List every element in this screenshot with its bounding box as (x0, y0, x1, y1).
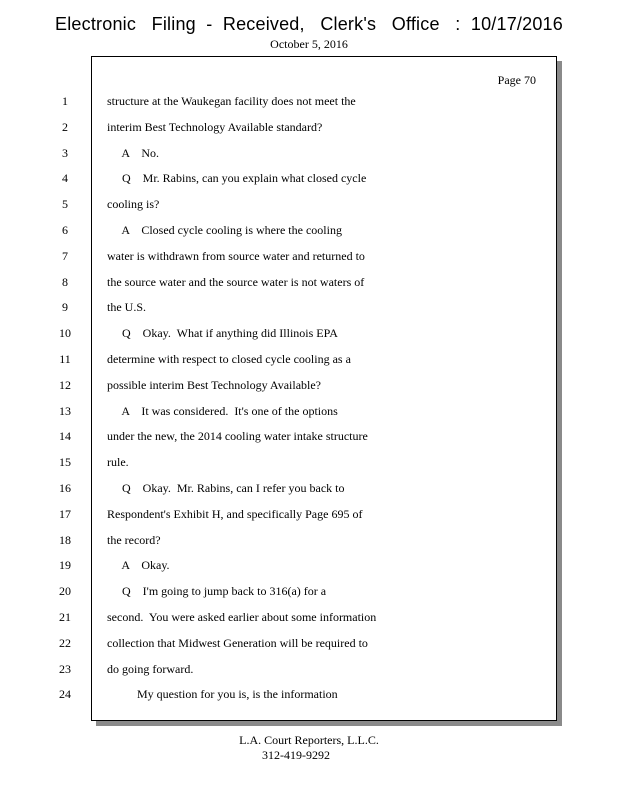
line-number-column (50, 89, 80, 708)
line-number: 15 (59, 455, 71, 470)
transcript-line: rule. (107, 455, 129, 470)
court-reporter-name: L.A. Court Reporters, L.L.C. (239, 733, 379, 747)
transcript-line: A No. (107, 145, 160, 160)
transcript-line: Q I'm going to jump back to 316(a) for a (107, 584, 327, 599)
line-number: 22 (59, 635, 71, 650)
transcript-line: A Closed cycle cooling is where the cooling (107, 222, 342, 237)
line-number: 8 (62, 274, 68, 289)
line-number: 12 (59, 377, 71, 392)
line-number: 13 (59, 403, 71, 418)
transcript-line: determine with respect to closed cycle cooling as a (107, 351, 351, 366)
transcript-line: the record? (107, 532, 161, 547)
transcript-line: second. You were asked earlier about some information (107, 609, 377, 624)
transcript-line: possible interim Best Technology Available? (107, 377, 322, 392)
transcript-line: the U.S. (107, 300, 146, 315)
line-number: 5 (62, 197, 68, 212)
line-number: 7 (62, 248, 68, 263)
electronic-filing-stamp: Electronic Filing - Received, Clerk's Office : 10/17/2016 (55, 14, 563, 34)
line-number: 2 (62, 119, 68, 134)
transcript-line: water is withdrawn from source water and returned to (107, 248, 365, 263)
transcript-line: Q Okay. What if anything did Illinois EPA (107, 326, 338, 341)
line-number: 21 (59, 609, 71, 624)
page-number: Page 70 (497, 73, 536, 87)
transcript-line: interim Best Technology Available standard? (107, 119, 323, 134)
line-number: 9 (62, 300, 68, 315)
transcript-line: A It was considered. It's one of the options (107, 403, 338, 418)
transcript-line: under the new, the 2014 cooling water intake structure (107, 429, 368, 444)
transcript-line: Q Okay. Mr. Rabins, can I refer you back to (107, 480, 345, 495)
line-number: 18 (59, 532, 71, 547)
line-number: 11 (59, 351, 71, 366)
transcript-line: My question for you is, is the information (107, 687, 338, 702)
line-number: 19 (59, 558, 71, 573)
line-number: 17 (59, 506, 71, 521)
line-number: 10 (59, 326, 71, 341)
line-number: 24 (59, 687, 71, 702)
transcript-line: collection that Midwest Generation will be required to (107, 635, 368, 650)
line-number: 23 (59, 661, 71, 676)
line-number: 20 (59, 584, 71, 599)
line-number: 6 (62, 222, 68, 237)
transcript-line: the source water and the source water is not waters of (107, 274, 365, 289)
line-number: 16 (59, 480, 71, 495)
transcript-date: October 5, 2016 (270, 37, 348, 51)
transcript-line: Respondent's Exhibit H, and specifically Page 695 of (107, 506, 363, 521)
transcript-line: do going forward. (107, 661, 194, 676)
line-number: 1 (62, 94, 68, 108)
line-number: 14 (59, 429, 71, 444)
line-number: 4 (62, 171, 68, 186)
transcript-line: Q Mr. Rabins, can you explain what closed cycle (107, 171, 367, 186)
transcript-line: cooling is? (107, 197, 160, 212)
transcript-line: A Okay. (107, 558, 170, 573)
transcript-text (107, 89, 547, 708)
court-reporter-phone: 312-419-9292 (262, 748, 330, 762)
transcript-line: structure at the Waukegan facility does not meet the (107, 94, 356, 108)
line-number: 3 (62, 145, 68, 160)
